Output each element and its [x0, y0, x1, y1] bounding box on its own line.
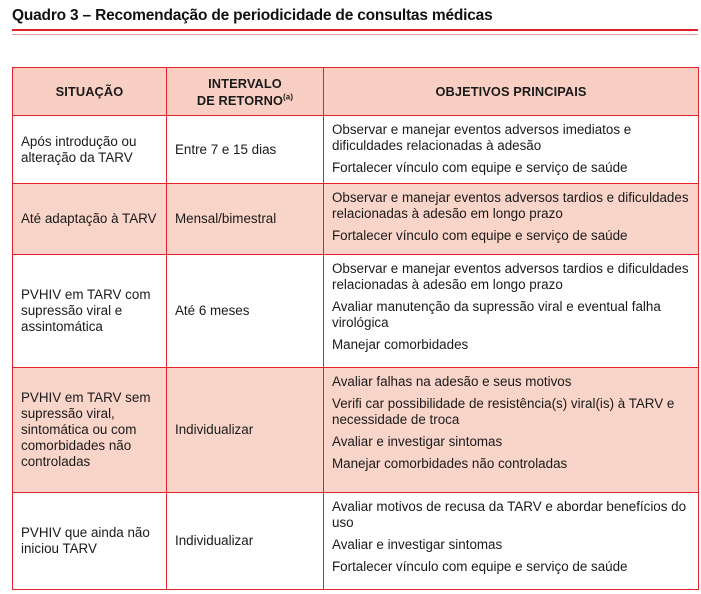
objetivo-item: Avaliar e investigar sintomas — [332, 434, 503, 449]
objetivo-item: Avaliar motivos de recusa da TARV e abordar benefícios do uso — [332, 499, 687, 530]
objetivo-item: Manejar comorbidades — [332, 337, 469, 352]
cell-objetivos — [324, 116, 699, 184]
header-objetivos: OBJETIVOS PRINCIPAIS — [324, 68, 699, 116]
objetivo-item: Observar e manejar eventos adversos tardios e dificuldades relacionadas à adesão em longo prazo — [332, 261, 689, 292]
cell-objetivos — [324, 255, 699, 368]
cell-situacao: PVHIV que ainda não iniciou TARV — [13, 493, 167, 590]
objetivo-item: Manejar comorbidades não controladas — [332, 456, 568, 471]
cell-intervalo: Entre 7 e 15 dias — [167, 116, 324, 184]
objetivo-item: Avaliar manutenção da supressão viral e eventual falha virológica — [332, 299, 661, 330]
header-intervalo-footnote: (a) — [283, 92, 294, 102]
cell-objetivos — [324, 368, 699, 493]
cell-objetivos — [324, 493, 699, 590]
table-title: Quadro 3 – Recomendação de periodicidade de consultas médicas — [12, 7, 493, 24]
cell-situacao: PVHIV em TARV sem supressão viral, sintomática ou com comorbidades não controladas — [13, 368, 167, 493]
objetivo-item: Avaliar e investigar sintomas — [332, 537, 503, 552]
cell-intervalo: Mensal/bimestral — [167, 184, 324, 255]
table-row — [13, 116, 699, 184]
objetivo-item: Fortalecer vínculo com equipe e serviço de saúde — [332, 160, 628, 175]
title-rule-thick — [12, 29, 698, 31]
objetivo-item: Fortalecer vínculo com equipe e serviço de saúde — [332, 228, 628, 243]
table-row — [13, 255, 699, 368]
header-situacao: SITUAÇÃO — [13, 68, 167, 116]
objetivo-item: Fortalecer vínculo com equipe e serviço de saúde — [332, 559, 628, 574]
recommendation-table — [12, 67, 699, 590]
header-intervalo-line2: DE RETORNO — [196, 92, 283, 108]
objetivo-item: Verifi car possibilidade de resistência(s) viral(is) à TARV e necessidade de troca — [332, 396, 675, 427]
table-row — [13, 184, 699, 255]
table-row — [13, 368, 699, 493]
header-intervalo-line1: INTERVALO — [208, 75, 282, 91]
title-rule-thin — [12, 34, 698, 35]
cell-intervalo: Até 6 meses — [167, 255, 324, 368]
cell-situacao: PVHIV em TARV com supressão viral e assintomática — [13, 255, 167, 368]
cell-objetivos — [324, 184, 699, 255]
cell-intervalo: Individualizar — [167, 493, 324, 590]
objetivo-item: Avaliar falhas na adesão e seus motivos — [332, 374, 572, 389]
table-row — [13, 493, 699, 590]
objetivo-item: Observar e manejar eventos adversos imediatos e dificuldades relacionadas à adesão — [332, 122, 632, 153]
cell-situacao: Após introdução ou alteração da TARV — [13, 116, 167, 184]
cell-situacao: Até adaptação à TARV — [13, 184, 167, 255]
cell-intervalo: Individualizar — [167, 368, 324, 493]
objetivo-item: Observar e manejar eventos adversos tardios e dificuldades relacionadas à adesão em longo prazo — [332, 190, 689, 221]
header-intervalo — [167, 68, 324, 116]
table-header-row — [13, 68, 699, 116]
